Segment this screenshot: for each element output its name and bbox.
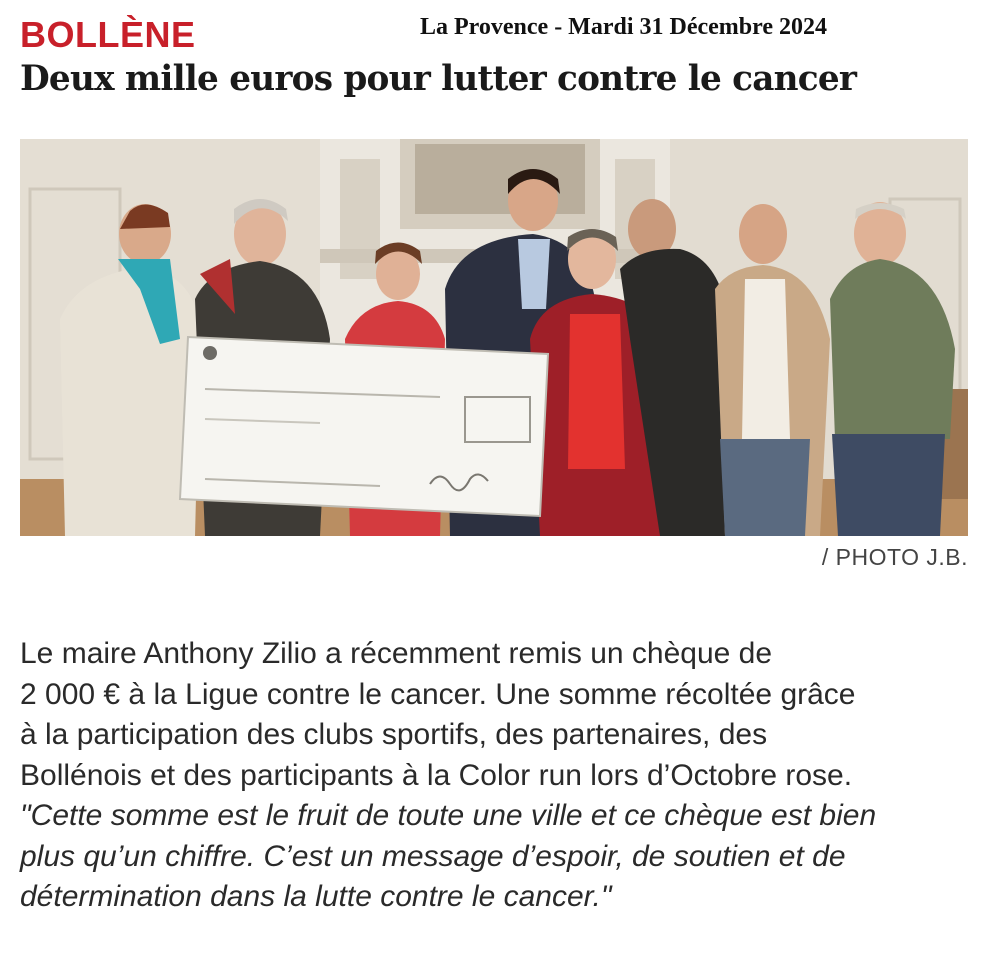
article-headline: Deux mille euros pour lutter contre le cancer: [20, 58, 857, 99]
article-body: [20, 634, 970, 918]
body-line: Le maire Anthony Zilio a récemment remis un chèque de: [20, 637, 773, 670]
body-line: 2 000 € à la Ligue contre le cancer. Une somme récoltée grâce: [20, 677, 856, 711]
quote-line: "Cette somme est le fruit de toute une ville et ce chèque est bien: [20, 799, 877, 832]
photo-group-cheque-illustration: [20, 139, 968, 536]
section-kicker: BOLLÈNE: [20, 14, 196, 55]
photo-credit: / PHOTO J.B.: [821, 544, 968, 570]
publication-source-date: La Provence - Mardi 31 Décembre 2024: [420, 14, 828, 40]
body-line: Bollénois et des participants à la Color run lors d’Octobre rose.: [20, 758, 853, 792]
article-photo: [20, 139, 968, 536]
quote-line: plus qu’un chiffre. C’est un message d’espoir, de soutien et de: [20, 839, 846, 873]
quote-line: détermination dans la lutte contre le cancer.": [20, 880, 612, 913]
body-line: à la participation des clubs sportifs, des partenaires, des: [20, 718, 768, 751]
